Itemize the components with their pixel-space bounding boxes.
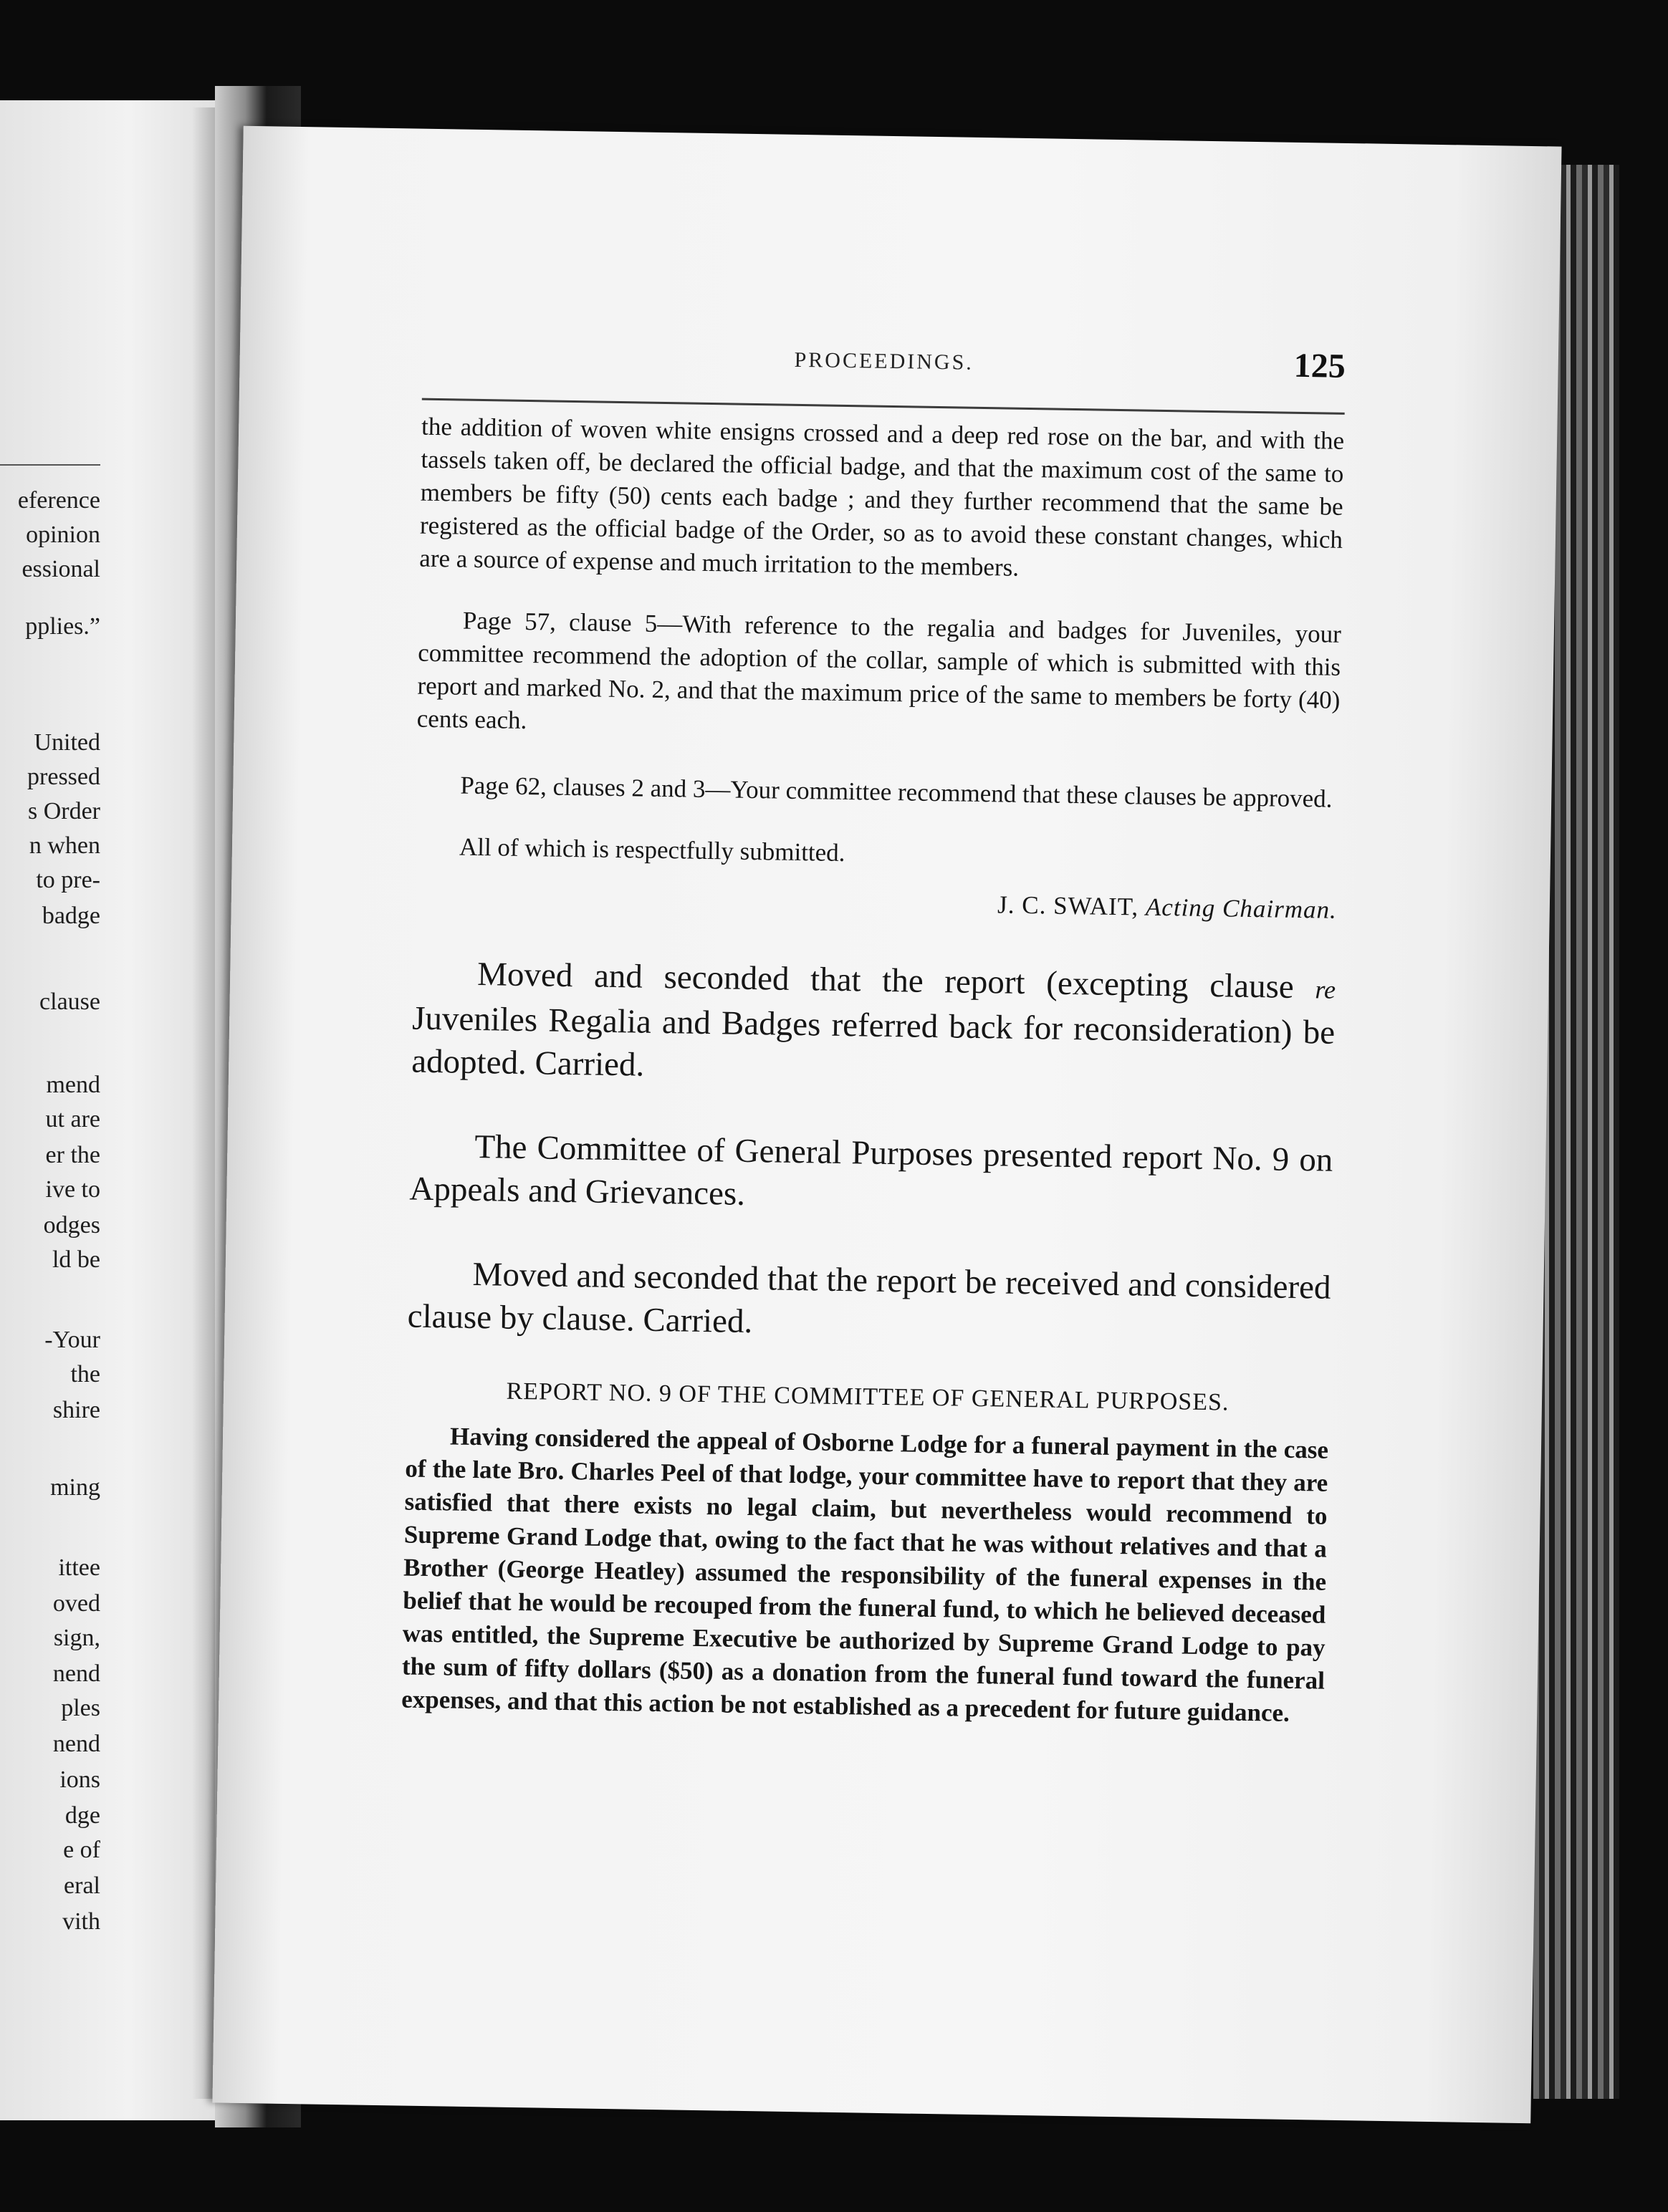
page-content [401, 330, 1346, 1731]
left-page-line: ut are [45, 1106, 100, 1133]
left-page-line: opinion [26, 521, 100, 548]
motion-report-presented: The Committee of General Purposes presented report No. 9 on Appeals and Grievances. [409, 1127, 1333, 1213]
left-page-line: dge [64, 1802, 100, 1829]
left-page-line: eral [64, 1872, 100, 1899]
left-page-line: ples [61, 1695, 100, 1721]
signature [414, 882, 1337, 925]
motion-adopt-text-end: Juveniles Regalia and Badges referred back for reconsideration) be adopted. Carried. [411, 999, 1336, 1084]
left-page-line: nend [52, 1731, 100, 1757]
left-page-line: pplies.” [25, 613, 100, 640]
left-page-line: essional [21, 556, 100, 582]
paragraph-clauses-approved: Page 62, clauses 2 and 3—Your committee recommend that these clauses be approved. [460, 771, 1333, 813]
signature-name: J. C. SWAIT, [997, 890, 1139, 921]
left-page-line: eference [17, 487, 100, 514]
left-page-line: vith [62, 1908, 100, 1935]
left-page-line: mend [46, 1072, 100, 1098]
left-page-line: the [70, 1361, 100, 1388]
left-page-line: n when [29, 832, 100, 859]
paragraph-juveniles-regalia: Page 57, clause 5—With reference to the regalia and badges for Juveniles, your committee recommend the adoption of the collar, sample of which is submitted with this report and marked No. 2, and that the maximum price of the same to members be forty (40) cents each. [416, 606, 1342, 735]
running-head [422, 330, 1346, 415]
motion-adopt-report [411, 952, 1336, 1097]
motion-adopt-text-start: Moved and seconded that the report (excepting clause [476, 955, 1295, 1006]
right-page [212, 126, 1561, 2124]
motion-adopt-re: re [1315, 975, 1336, 1004]
left-page-rule [0, 464, 100, 466]
left-page-line: sign, [53, 1625, 100, 1651]
signature-role: Acting Chairman. [1145, 893, 1338, 924]
left-page-line: to pre- [36, 867, 100, 893]
report-heading: REPORT NO. 9 OF THE COMMITTEE OF GENERAL PURPOSES. [506, 1377, 1230, 1416]
left-page-line: s Order [27, 798, 100, 824]
report-body: Having considered the appeal of Osborne Lodge for a funeral payment in the case of the late Bro. Charles Peel of that lodge, your committee have to report that they are satisfied that there exists no legal claim, but nevertheless would recommend to Supreme Grand Lodge that, owing to the fact that he was without relatives and that a Brother (George Heatley) assumed the responsibility of the funeral expenses in the belief that he would be recouped from the funeral fund, to which he believed deceased was entitled, the Supreme Executive be authorized by Supreme Grand Lodge to pay the sum of fifty dollars ($50) as a donation from the funeral fund toward the funeral expenses, and that this action be not established as a precedent for future guidance. [401, 1422, 1329, 1727]
left-page-line: shire [52, 1397, 100, 1423]
page-number: 125 [1293, 346, 1346, 385]
paragraph-badge-continuation: the addition of woven white ensigns crossed and a deep red rose on the bar, and with the tassels taken off, be declared the official badge, and that the maximum cost of the same to members be fifty (50) cents each badge ; and they further recommend that the same be registered as the official badge of the Order, so as to avoid these constant changes, which are a source of expense and much irritation to the members. [419, 412, 1345, 582]
left-page-line: ive to [45, 1176, 100, 1203]
left-page-line: United [34, 729, 100, 756]
left-page-line: pressed [27, 764, 100, 790]
left-page-line: ittee [58, 1554, 100, 1581]
paragraph-submitted: All of which is respectfully submitted. [459, 832, 845, 867]
left-page-line: ld be [52, 1246, 100, 1273]
left-page-line: ming [50, 1474, 100, 1501]
left-page-line: -Your [44, 1327, 100, 1353]
left-page-line: e of [63, 1837, 100, 1863]
left-page-line: oved [52, 1590, 100, 1617]
left-page-line: nend [52, 1660, 100, 1687]
motion-received: Moved and seconded that the report be received and considered clause by clause. Carried. [407, 1255, 1331, 1341]
left-page-line: badge [42, 903, 100, 929]
left-page-line: clause [39, 989, 100, 1015]
left-page-fragment [0, 100, 215, 2120]
left-page-line: ions [59, 1766, 100, 1793]
left-page-line: er the [45, 1142, 100, 1168]
left-page-line: odges [43, 1212, 100, 1239]
running-title: PROCEEDINGS. [794, 347, 974, 375]
